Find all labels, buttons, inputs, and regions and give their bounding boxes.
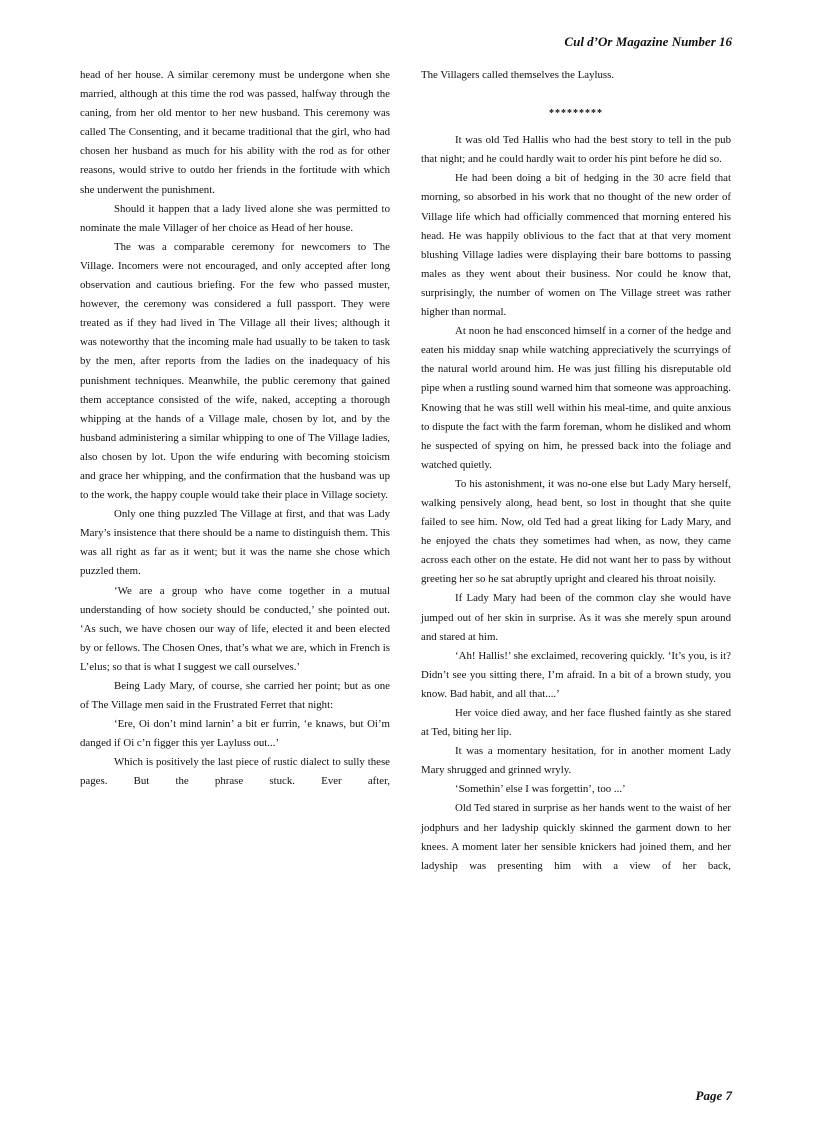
paragraph: ‘Somethin’ else I was forgettin’, too ...’: [455, 783, 626, 796]
paragraph: Old Ted stared in surprise as her hands went to the waist of her jodphurs and her ladyship quickly skinned the garment down to her knees. A moment later her sensible knickers had joined them, and her ladyship was presenting him with a view of her back,: [421, 802, 731, 872]
paragraph: ‘We are a group who have come together in a mutual understanding of how society should be conducted,’ she pointed out. ‘As such, we have chosen our way of life, elected it and been elected by or fellows. The Chosen Ones, that’s what we are, which in French is L’elus; so that is what I suggest we call ourselves.’: [80, 584, 390, 673]
paragraph: The Villagers called themselves the Layluss.: [421, 69, 615, 81]
paragraph: The was a comparable ceremony for newcomers to The Village. Incomers were not encouraged, and only accepted after long observation and cautious briefing. For the few who passed muster, however, the ceremony was considered a full passport. They were treated as if they had lived in The Village all their lives; although it was noteworthy that the incoming male had usually to be taken to task by the men, after reports from the ladies on the inadequacy of his punishment techniques. Meanwhile, the public ceremony that gained them acceptance consisted of the wife, naked, accepting a thorough whipping at the hands of a Village male, chosen by lot, and by the husband administering a similar whipping to one of The Village ladies, also chosen by lot. Upon the wife enduring with becoming stoicism and grace her whipping, and the confirmation that the husband was up to the work, the happy couple would take their place in Village society.: [80, 240, 390, 502]
paragraph: To his astonishment, it was no-one else but Lady Mary herself, walking pensively along, head bent, so lost in thought that she quite failed to see him. Now, old Ted had a great liking for Lady Mary, and he enjoyed the chats they sometimes had when, as now, they came across each other on the estate. He did not want her to pass by without greeting her so he sat abruptly upright and cleared his throat noisily.: [421, 477, 731, 586]
paragraph: Only one thing puzzled The Village at first, and that was Lady Mary’s insistence that there should be a name to distinguish them. This was all right as far as it went; but it was the name she chose which puzzled them.: [80, 508, 390, 578]
paragraph: Her voice died away, and her face flushed faintly as she stared at Ted, biting her lip.: [421, 707, 731, 739]
paragraph: Being Lady Mary, of course, she carried her point; but as one of The Village men said in the Frustrated Ferret that night:: [80, 680, 390, 712]
section-separator: *********: [549, 108, 603, 120]
paragraph: Which is positively the last piece of rustic dialect to sully these pages. But the phrase stuck. Ever after,: [80, 756, 390, 788]
paragraph: ‘Ere, Oi don’t mind larnin’ a bit er furrin, ‘e knaws, but Oi’m danged if Oi c’n figger this yer Layluss out...’: [80, 718, 390, 750]
paragraph: head of her house. A similar ceremony must be undergone when she married, although at this time the rod was passed, halfway through the caning, from her old mentor to her new husband. This ceremony was called The Consenting, and it became traditional that the girl, who had chosen her husband as much for his ability with the rod as for other reasons, would strive to outdo her friends in the fortitude with which she underwent the punishment.: [80, 69, 390, 196]
paragraph: At noon he had ensconced himself in a corner of the hedge and eaten his midday snap while watching appreciatively the scurryings of the natural world around him. He was just filling his disreputable old pipe when a rustling sound warned him that someone was approaching. Knowing that he was still well within his meal-time, and quite anxious to dispute the fact with the farm foreman, whom he disliked and whom he suspected of spying on him, he pressed back into the foliage and watched quietly.: [421, 325, 731, 471]
paragraph: ‘Ah! Hallis!’ she exclaimed, recovering quickly. ‘It’s you, is it? Didn’t see you sitting there, I’m afraid. In a bit of a brown study, you know. Bad habit, and all that....’: [421, 649, 731, 700]
right-column: [421, 66, 731, 876]
page-number: Page 7: [695, 1088, 732, 1103]
paragraph: Should it happen that a lady lived alone she was permitted to nominate the male Villager of her choice as Head of her house.: [80, 202, 390, 234]
running-header: Cul d’Or Magazine Number 16: [564, 34, 732, 49]
paragraph: It was old Ted Hallis who had the best story to tell in the pub that night; and he could hardly wait to order his pint before he did so.: [421, 134, 731, 166]
paragraph: It was a momentary hesitation, for in another moment Lady Mary shrugged and grinned wryly.: [421, 745, 731, 777]
paragraph: He had been doing a bit of hedging in the 30 acre field that morning, so absorbed in his work that no thought of the new order of Village life which had officially commenced that morning entered his head. He was happily oblivious to the fact that at that very moment blushing Village ladies were displaying their bare bottoms to passing males as they went about their business. Nor could he know that, surprisingly, the number of women on The Village street was rather higher than normal.: [421, 172, 731, 319]
left-column: [80, 66, 390, 792]
paragraph: If Lady Mary had been of the common clay she would have jumped out of her skin in surprise. As it was she merely spun around and stared at him.: [421, 592, 731, 643]
